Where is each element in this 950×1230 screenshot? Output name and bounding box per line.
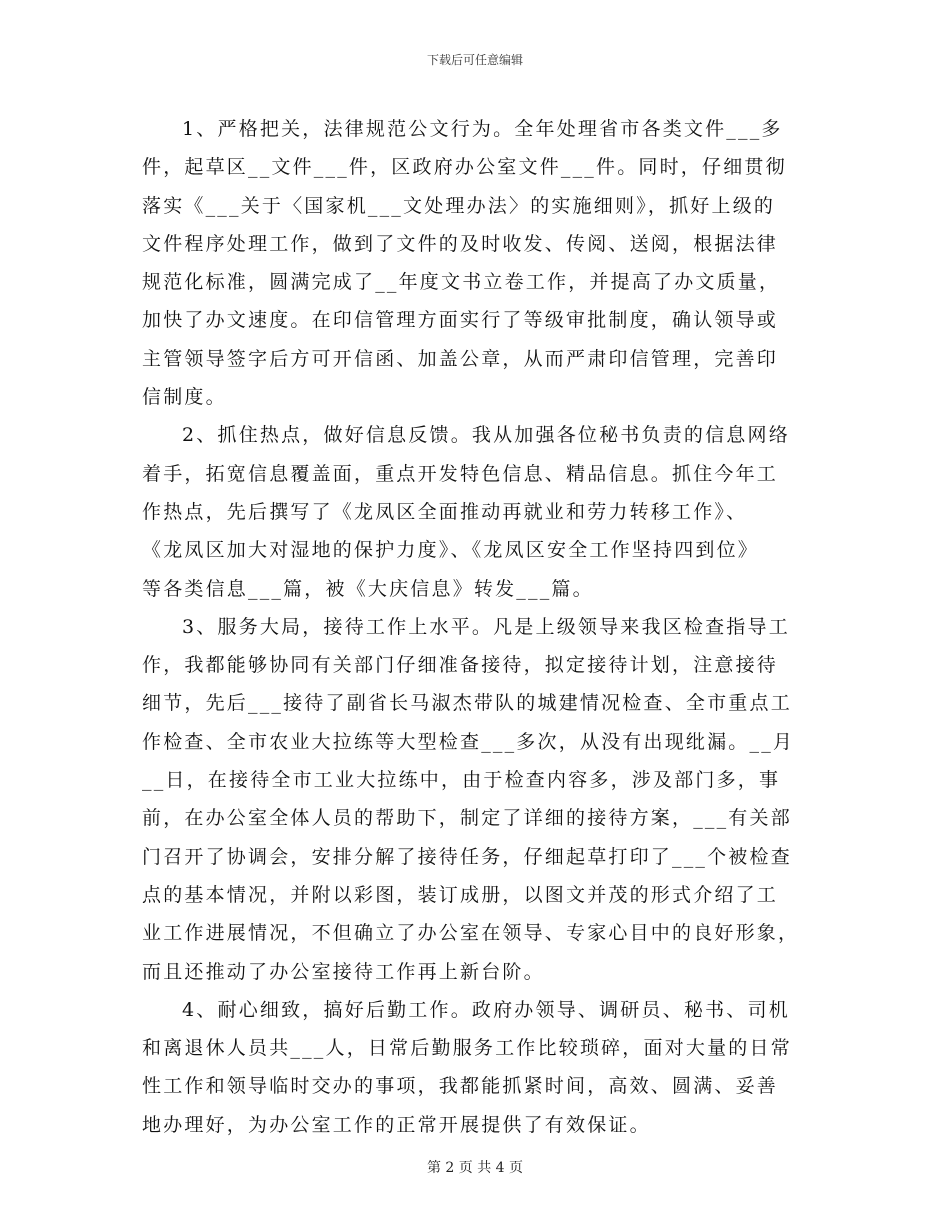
text-line: 《龙凤区加大对湿地的保护力度》、《龙凤区安全工作坚持四到位》 xyxy=(142,539,760,562)
text-line: 作，我都能够协同有关部门仔细准备接待，拟定接待计划，注意接待 xyxy=(142,654,779,677)
text-line: 文件程序处理工作，做到了文件的及时收发、传阅、送阅，根据法律 xyxy=(142,232,779,255)
text-line: 作热点，先后撰写了《龙凤区全面推动再就业和劳力转移工作》、 xyxy=(142,500,748,523)
text-line: 等各类信息___篇，被《大庆信息》转发___篇。 xyxy=(142,577,594,600)
page-number: 第 2 页 共 4 页 xyxy=(426,1160,524,1176)
text-line: 作检查、全市农业大拉练等大型检查___多次，从没有出现纰漏。__月 xyxy=(142,730,795,753)
text-line: 而且还推动了办公室接待工作再上新台阶。 xyxy=(142,960,545,983)
text-line: 信制度。 xyxy=(142,386,227,409)
text-line: 落实《___关于〈国家机___文处理办法〉的实施细则》，抓好上级的 xyxy=(142,194,776,217)
paragraph-logistics-work xyxy=(142,991,810,1144)
text-line: 性工作和领导临时交办的事项，我都能抓紧时间，高效、圆满、妥善 xyxy=(142,1075,779,1098)
text-line: 着手，拓宽信息覆盖面，重点开发特色信息、精品信息。抓住今年工 xyxy=(142,462,779,485)
text-line: 件，起草区__文件___件，区政府办公室文件___件。同时，仔细贯彻 xyxy=(142,156,787,179)
text-line: 2、抓住热点，做好信息反馈。我从加强各位秘书负责的信息网络 xyxy=(182,424,790,447)
paragraph-document-handling xyxy=(142,110,810,416)
text-line: 地办理好，为办公室工作的正常开展提供了有效保证。 xyxy=(142,1113,651,1136)
text-line: __日，在接待全市工业大拉练中，由于检查内容多，涉及部门多，事 xyxy=(142,769,781,792)
text-line: 细节，先后___接待了副省长马淑杰带队的城建情况检查、全市重点工 xyxy=(142,692,792,715)
text-line: 和离退休人员共___人，日常后勤服务工作比较琐碎，面对大量的日常 xyxy=(142,1037,792,1060)
text-line: 点的基本情况，并附以彩图，装订成册，以图文并茂的形式介绍了工 xyxy=(142,883,779,906)
text-line: 加快了办文速度。在印信管理方面实行了等级审批制度，确认领导或 xyxy=(142,309,779,332)
paragraph-information-feedback xyxy=(142,416,810,607)
text-line: 规范化标准，圆满完成了__年度文书立卷工作，并提高了办文质量， xyxy=(142,271,781,294)
text-line: 4、耐心细致，搞好后勤工作。政府办领导、调研员、秘书、司机 xyxy=(182,998,790,1021)
document-body xyxy=(142,110,810,1144)
text-line: 主管领导签字后方可开信函、加盖公章，从而严肃印信管理，完善印 xyxy=(142,347,779,370)
text-line: 1、严格把关，法律规范公文行为。全年处理省市各类文件___多 xyxy=(182,118,783,140)
page-header: 下载后可任意编辑 xyxy=(426,53,523,67)
text-line: 门召开了协调会，安排分解了接待任务，仔细起草打印了___个被检查 xyxy=(142,845,792,868)
paragraph-reception-work xyxy=(142,608,810,991)
text-line: 业工作进展情况，不但确立了办公室在领导、专家心目中的良好形象， xyxy=(142,922,800,945)
text-line: 前，在办公室全体人员的帮助下，制定了详细的接待方案，___有关部 xyxy=(142,807,792,830)
text-line: 3、服务大局，接待工作上水平。凡是上级领导来我区检查指导工 xyxy=(182,615,790,638)
